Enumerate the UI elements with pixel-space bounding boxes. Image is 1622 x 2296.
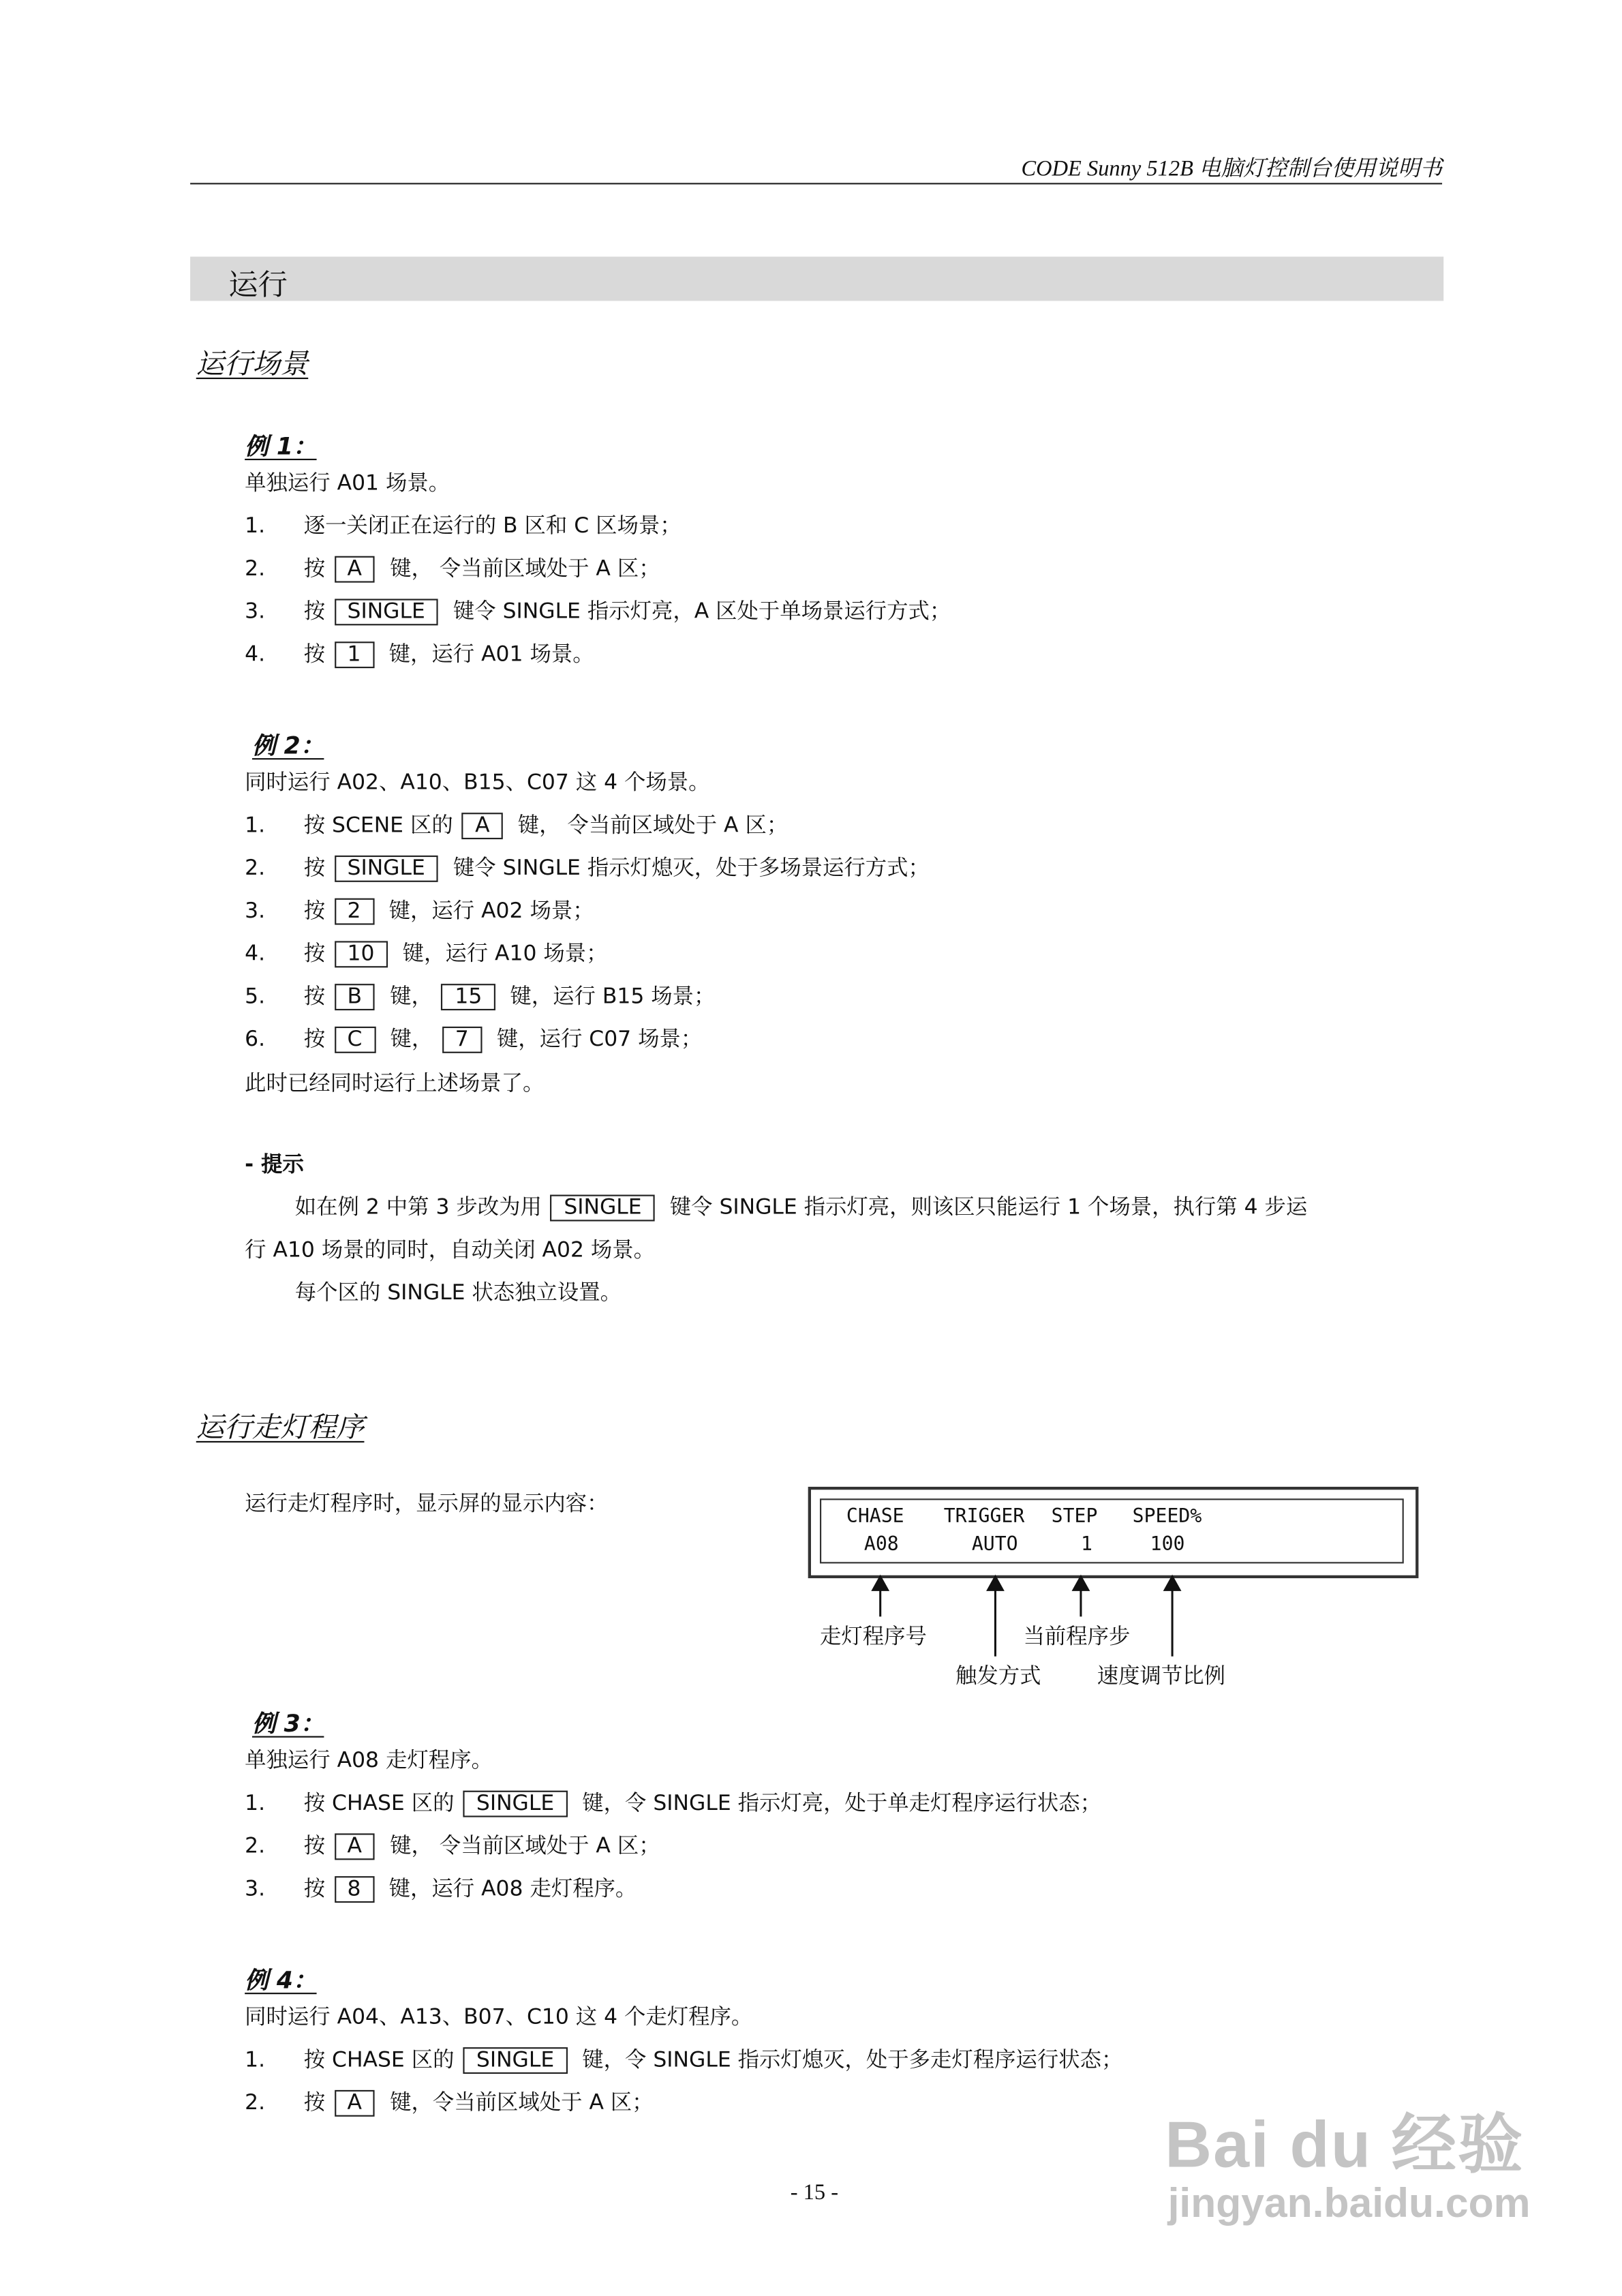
example-2-outro: 此时已经同时运行上述场景了。	[245, 1072, 545, 1096]
key-label: B	[334, 984, 375, 1010]
example-1-label: 例 1：	[245, 432, 317, 461]
key-label: A	[334, 1833, 375, 1860]
step-text-suffix: 键，运行 A01 场景。	[388, 643, 594, 667]
step-text-suffix: 键，令 SINGLE 指示灯亮，处于单走灯程序运行状态；	[582, 1792, 1101, 1816]
key-label: 15	[442, 984, 495, 1010]
step-text-prefix: 按	[303, 600, 326, 624]
step-number: 1.	[245, 515, 266, 539]
callout-trigger-mode: 触发方式	[955, 1665, 1041, 1689]
step-text-suffix: 键，运行 B15 场景；	[510, 985, 716, 1009]
step-text-prefix: 按 SCENE 区的	[303, 814, 453, 838]
step-text-prefix: 按 CHASE 区的	[303, 1792, 455, 1816]
step-text-suffix: 键，运行 A02 场景；	[388, 899, 594, 924]
step-item	[245, 984, 715, 1010]
step-number: 3.	[245, 600, 266, 624]
step-number: 2.	[245, 557, 266, 581]
lcd-header-trigger: TRIGGER	[943, 1506, 1025, 1528]
step-text-middle: 键，	[390, 985, 433, 1009]
callout-chase-number: 走灯程序号	[819, 1625, 927, 1649]
step-text-prefix: 按	[303, 985, 326, 1009]
step-text-suffix: 键，运行 C07 场景；	[496, 1028, 703, 1052]
step-text-prefix: 按	[303, 1877, 326, 1901]
key-label: 1	[334, 641, 374, 668]
example-4-label: 例 4：	[245, 1966, 317, 1995]
key-label: SINGLE	[334, 856, 438, 882]
step-number: 1.	[245, 1792, 266, 1816]
step-item	[245, 856, 930, 882]
example-2-label: 例 2：	[251, 731, 324, 760]
step-text-prefix: 按 CHASE 区的	[303, 2049, 455, 2072]
step-text-prefix: 按	[303, 2091, 326, 2115]
tip-line-1-prefix: 如在例 2 中第 3 步改为用	[294, 1196, 542, 1220]
step-text-prefix: 按	[303, 899, 326, 924]
lcd-header-step: STEP	[1051, 1506, 1098, 1528]
header-rule	[190, 183, 1442, 184]
step-item	[245, 1791, 1101, 1817]
key-label: 2	[334, 898, 374, 925]
example-2-intro: 同时运行 A02、A10、B15、C07 这 4 个场景。	[245, 771, 710, 796]
step-number: 2.	[245, 1834, 266, 1859]
step-item	[245, 513, 681, 540]
example-4-intro: 同时运行 A04、A13、B07、C10 这 4 个走灯程序。	[245, 2006, 753, 2030]
step-item	[245, 599, 951, 625]
example-1-intro: 单独运行 A01 场景。	[245, 472, 450, 496]
lcd-header-speed: SPEED%	[1132, 1506, 1202, 1528]
subsection-title-run-scene: 运行场景	[196, 348, 309, 381]
step-number: 2.	[245, 2091, 266, 2115]
step-number: 1.	[245, 2049, 266, 2072]
subsection-title-run-chase: 运行走灯程序	[196, 1411, 365, 1445]
callout-speed-ratio: 速度调节比例	[1097, 1665, 1225, 1689]
key-label: A	[462, 813, 503, 839]
single-key: SINGLE	[551, 1195, 655, 1222]
step-number: 3.	[245, 1877, 266, 1901]
display-intro: 运行走灯程序时，显示屏的显示内容：	[245, 1492, 609, 1517]
step-text-prefix: 逐一关闭正在运行的 B 区和 C 区场景；	[303, 515, 682, 539]
key-label: 10	[334, 941, 388, 967]
step-number: 2.	[245, 857, 266, 881]
step-item	[245, 1833, 660, 1860]
lcd-value-step: 1	[1080, 1534, 1092, 1556]
page-number: - 15 -	[790, 2181, 839, 2205]
step-text-prefix: 按	[303, 942, 326, 967]
step-item	[245, 2090, 653, 2117]
step-item	[245, 941, 607, 967]
key-label: SINGLE	[334, 599, 438, 625]
lcd-value-trigger: AUTO	[971, 1534, 1018, 1556]
step-text-middle: 键，	[390, 1028, 433, 1052]
baidu-watermark-logo: Bai du 经验	[1165, 2109, 1525, 2182]
step-item	[245, 1876, 637, 1903]
step-number: 3.	[245, 899, 266, 924]
step-number: 4.	[245, 942, 266, 967]
section-title: 运行	[228, 267, 288, 303]
key-label: SINGLE	[463, 1791, 567, 1817]
step-text-suffix: 键，运行 A08 走灯程序。	[388, 1877, 637, 1901]
tip-line-2: 行 A10 场景的同时，自动关闭 A02 场景。	[245, 1239, 656, 1263]
lcd-value-speed: 100	[1150, 1534, 1185, 1556]
step-text-prefix: 按	[303, 557, 326, 581]
key-label: A	[334, 556, 375, 583]
example-3-label: 例 3：	[251, 1709, 324, 1738]
key-label: C	[334, 1027, 376, 1053]
step-item	[245, 641, 594, 668]
key-label: 8	[334, 1876, 374, 1903]
step-item	[245, 556, 660, 583]
step-number: 1.	[245, 814, 266, 838]
step-text-suffix: 键令 SINGLE 指示灯熄灭，处于多场景运行方式；	[453, 857, 930, 881]
lcd-screen	[820, 1498, 1404, 1563]
tip-line-1	[295, 1195, 1308, 1222]
step-text-prefix: 按	[303, 1028, 326, 1052]
tip-line-1-suffix: 键令 SINGLE 指示灯亮，则该区只能运行 1 个场景，执行第 4 步运	[669, 1196, 1308, 1220]
step-text-suffix: 键， 令当前区域处于 A 区；	[390, 557, 660, 581]
running-header: CODE Sunny 512B 电脑灯控制台使用说明书	[1021, 157, 1443, 182]
key-label: A	[334, 2090, 375, 2117]
step-item	[245, 898, 594, 925]
step-text-suffix: 键，运行 A10 场景；	[402, 942, 608, 967]
step-text-suffix: 键， 令当前区域处于 A 区；	[517, 814, 789, 838]
tip-line-3: 每个区的 SINGLE 状态独立设置。	[294, 1282, 622, 1305]
step-number: 5.	[245, 985, 266, 1009]
step-text-suffix: 键，令当前区域处于 A 区；	[390, 2091, 654, 2115]
lcd-value-chase: A08	[863, 1534, 899, 1556]
example-3-intro: 单独运行 A08 走灯程序。	[245, 1749, 493, 1773]
step-text-prefix: 按	[303, 643, 326, 667]
step-number: 4.	[245, 643, 266, 667]
key-label: SINGLE	[463, 2047, 567, 2074]
step-text-prefix: 按	[303, 857, 326, 881]
step-number: 6.	[245, 1028, 266, 1052]
step-text-suffix: 键，令 SINGLE 指示灯熄灭，处于多走灯程序运行状态；	[582, 2049, 1123, 2072]
step-item	[245, 813, 788, 839]
step-text-suffix: 键， 令当前区域处于 A 区；	[390, 1834, 660, 1859]
step-text-prefix: 按	[303, 1834, 326, 1859]
baidu-watermark-url: jingyan.baidu.com	[1167, 2179, 1531, 2226]
lcd-header-chase: CHASE	[846, 1506, 904, 1528]
step-item	[245, 2047, 1122, 2074]
tip-label: - 提示	[245, 1153, 304, 1177]
callout-current-step: 当前程序步	[1023, 1625, 1131, 1649]
step-text-suffix: 键令 SINGLE 指示灯亮，A 区处于单场景运行方式；	[453, 600, 951, 624]
step-item	[245, 1027, 702, 1053]
key-label: 7	[442, 1027, 482, 1053]
section-band	[190, 256, 1443, 301]
